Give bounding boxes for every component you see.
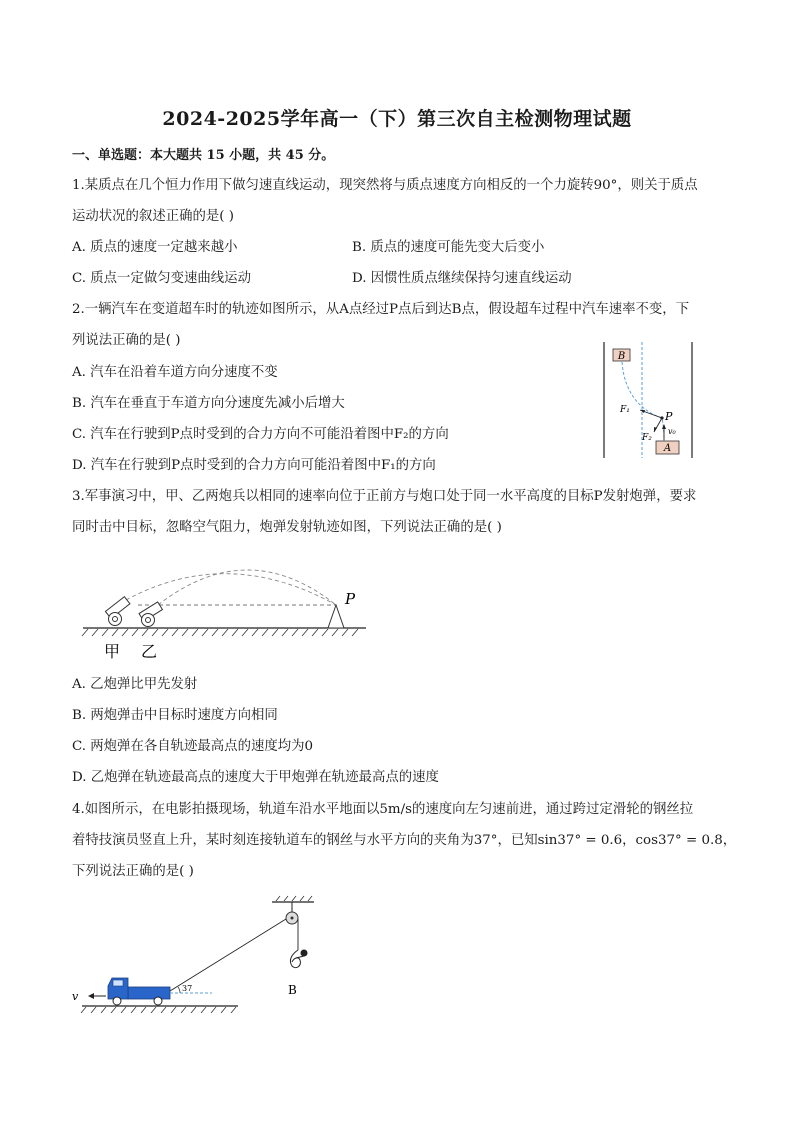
q2-label-b: B xyxy=(617,351,626,362)
q2-stem-line2: 列说法正确的是( ) xyxy=(72,333,181,348)
q1-option-b: B. 质点的速度可能先变大后变小 xyxy=(352,240,545,255)
q1-stem-line1: 1.某质点在几个恒力作用下做匀速直线运动，现突然将与质点速度方向相反的一个力旋转90°，则关于质点 xyxy=(72,178,698,193)
q1-option-d: D. 因惯性质点继续保持匀速直线运动 xyxy=(352,271,572,286)
q4-stem-line3: 下列说法正确的是( ) xyxy=(72,864,194,879)
q2-label-a: A xyxy=(663,443,672,454)
q3-option-c: C. 两炮弹在各自轨迹最高点的速度均为0 xyxy=(72,739,314,754)
q2-label-f1: F₁ xyxy=(620,405,630,415)
q4-pulley-figure xyxy=(66,894,326,1026)
q2-lane-change-figure xyxy=(598,340,698,462)
q3-option-b: B. 两炮弹击中目标时速度方向相同 xyxy=(72,708,278,723)
q3-label-yi: 乙 xyxy=(141,642,158,661)
q1-option-c: C. 质点一定做匀变速曲线运动 xyxy=(72,271,251,286)
q2-label-f2: F₂ xyxy=(642,433,652,443)
truck xyxy=(108,978,170,1005)
q4-stem-line1: 4.如图所示，在电影拍摄现场，轨道车沿水平地面以5m/s的速度向左匀速前进，通过跨过定滑轮的钢丝拉 xyxy=(72,802,694,817)
q4-label-angle: 37 xyxy=(182,984,193,993)
q2-label-v0: v₀ xyxy=(668,427,676,436)
q2-option-d: D. 汽车在行驶到P点时受到的合力方向可能沿着图中F₁的方向 xyxy=(72,458,436,473)
q2-option-c: C. 汽车在行驶到P点时受到的合力方向不可能沿着图中F₂的方向 xyxy=(72,427,449,442)
q4-label-v: v xyxy=(72,990,79,1003)
q3-label-p: P xyxy=(345,590,356,608)
q3-stem-line2: 同时击中目标，忽略空气阻力，炮弹发射轨迹如图，下列说法正确的是( ) xyxy=(72,520,502,535)
q3-cannon-figure xyxy=(78,560,373,664)
q3-stem-line1: 3.军事演习中，甲、乙两炮兵以相同的速率向位于正前方与炮口处于同一水平高度的目标P发射炮弹，要求 xyxy=(72,489,697,504)
q4-stem-line2: 着特技演员竖直上升，某时刻连接轨道车的钢丝与水平方向的夹角为37°，已知sin37° = 0.6，cos37° = 0.8， xyxy=(72,833,737,848)
yi-cannon xyxy=(139,602,162,627)
page-title: 2024-2025学年高一（下）第三次自主检测物理试题 xyxy=(162,108,632,130)
q2-option-b: B. 汽车在垂直于车道方向分速度先减小后增大 xyxy=(72,396,345,411)
q1-option-a: A. 质点的速度一定越来越小 xyxy=(72,240,238,255)
q3-option-a: A. 乙炮弹比甲先发射 xyxy=(72,677,198,692)
section-heading: 一、单选题：本大题共 15 小题，共 45 分。 xyxy=(72,148,335,163)
q2-label-p: P xyxy=(665,410,673,423)
q2-option-a: A. 汽车在沿着车道方向分速度不变 xyxy=(72,365,278,380)
q2-stem-line1: 2.一辆汽车在变道超车时的轨迹如图所示，从A点经过P点后到达B点，假设超车过程中汽车速率不变，下 xyxy=(72,302,690,317)
jia-cannon xyxy=(105,597,129,626)
q3-option-d: D. 乙炮弹在轨迹最高点的速度大于甲炮弹在轨迹最高点的速度 xyxy=(72,770,439,785)
q3-label-jia: 甲 xyxy=(104,642,121,661)
q4-label-b: B xyxy=(288,983,297,997)
q1-stem-line2: 运动状况的叙述正确的是( ) xyxy=(72,209,235,224)
